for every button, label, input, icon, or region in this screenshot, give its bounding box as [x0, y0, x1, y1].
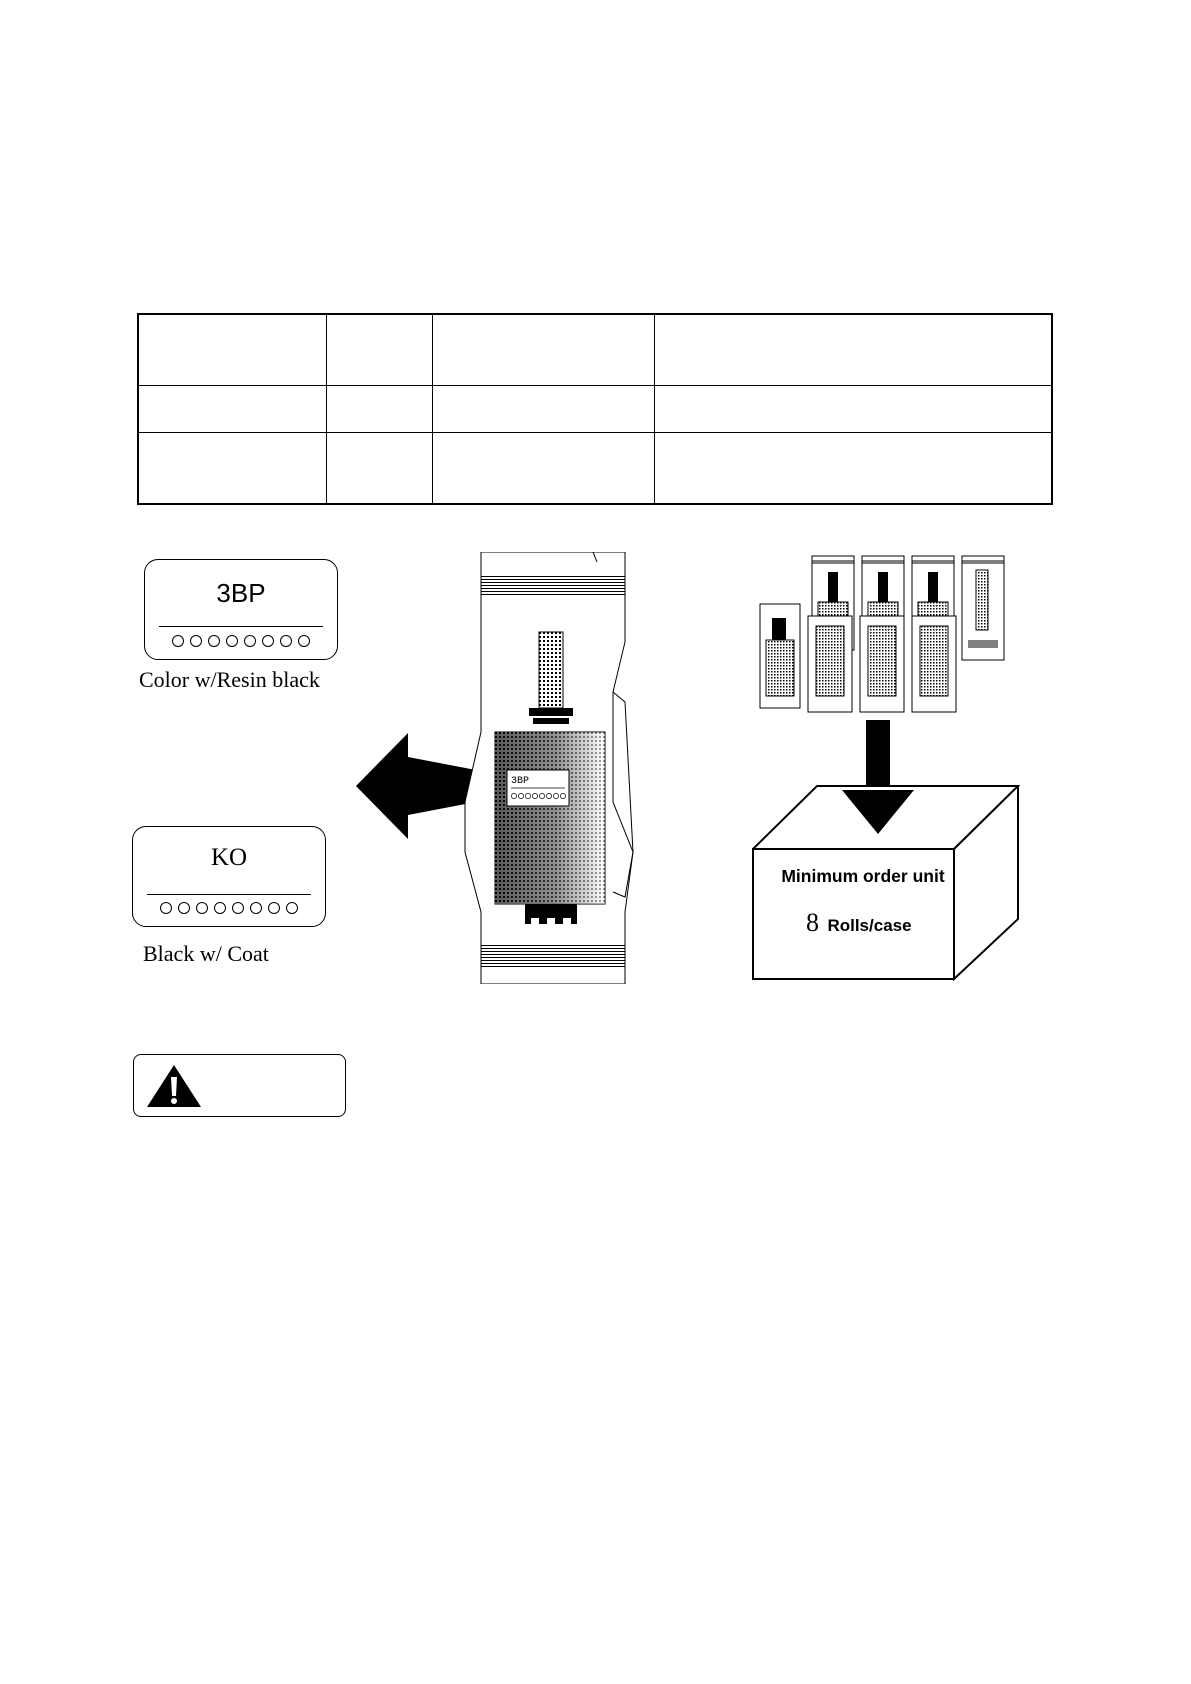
- table-cell: [654, 433, 1052, 504]
- ribbon-label-divider: [159, 626, 323, 627]
- package-label-code: 3BP: [511, 776, 530, 787]
- table-cell: [432, 433, 654, 504]
- ribbon-label-color: [144, 559, 338, 660]
- ribbon-label-divider: [147, 894, 311, 895]
- ribbon-roll-icon: [808, 616, 852, 712]
- min-order-title: Minimum order unit: [781, 866, 945, 886]
- table-row: [138, 433, 1052, 504]
- table-cell: [654, 385, 1052, 433]
- ribbon-label-dots: [145, 635, 337, 647]
- ribbon-roll-group: [756, 554, 1026, 714]
- table-row: [138, 385, 1052, 433]
- min-order-unit: Rolls/case: [827, 916, 912, 935]
- spec-table: [137, 313, 1053, 505]
- table-cell: [432, 314, 654, 385]
- table-cell: [326, 433, 432, 504]
- ribbon-caption-color: Color w/Resin black: [139, 667, 320, 692]
- table-cell: [138, 433, 326, 504]
- ribbon-label-dots: [133, 902, 325, 914]
- ribbon-roll-icon: [860, 616, 904, 712]
- table-row: [138, 314, 1052, 385]
- table-cell: [432, 385, 654, 433]
- table-cell: [138, 385, 326, 433]
- ribbon-label-code: 3BP: [216, 578, 266, 608]
- table-cell: [326, 385, 432, 433]
- min-order-number: 8: [806, 908, 819, 937]
- table-cell: [138, 314, 326, 385]
- ribbon-label-code: KO: [210, 844, 248, 871]
- ribbon-caption-black: Black w/ Coat: [143, 941, 269, 966]
- ribbon-label-black: [132, 826, 326, 927]
- min-order-quantity: [806, 908, 912, 938]
- caution-box: [133, 1054, 346, 1117]
- ribbon-package-icon: [463, 552, 643, 984]
- table-cell: [326, 314, 432, 385]
- arrow-down-tip: [842, 790, 914, 834]
- ribbon-roll-icon: [760, 604, 800, 708]
- table-cell: [654, 314, 1052, 385]
- ribbon-roll-icon: [912, 616, 956, 712]
- warning-triangle-icon: [146, 1064, 202, 1108]
- ribbon-roll-icon: [962, 556, 1004, 660]
